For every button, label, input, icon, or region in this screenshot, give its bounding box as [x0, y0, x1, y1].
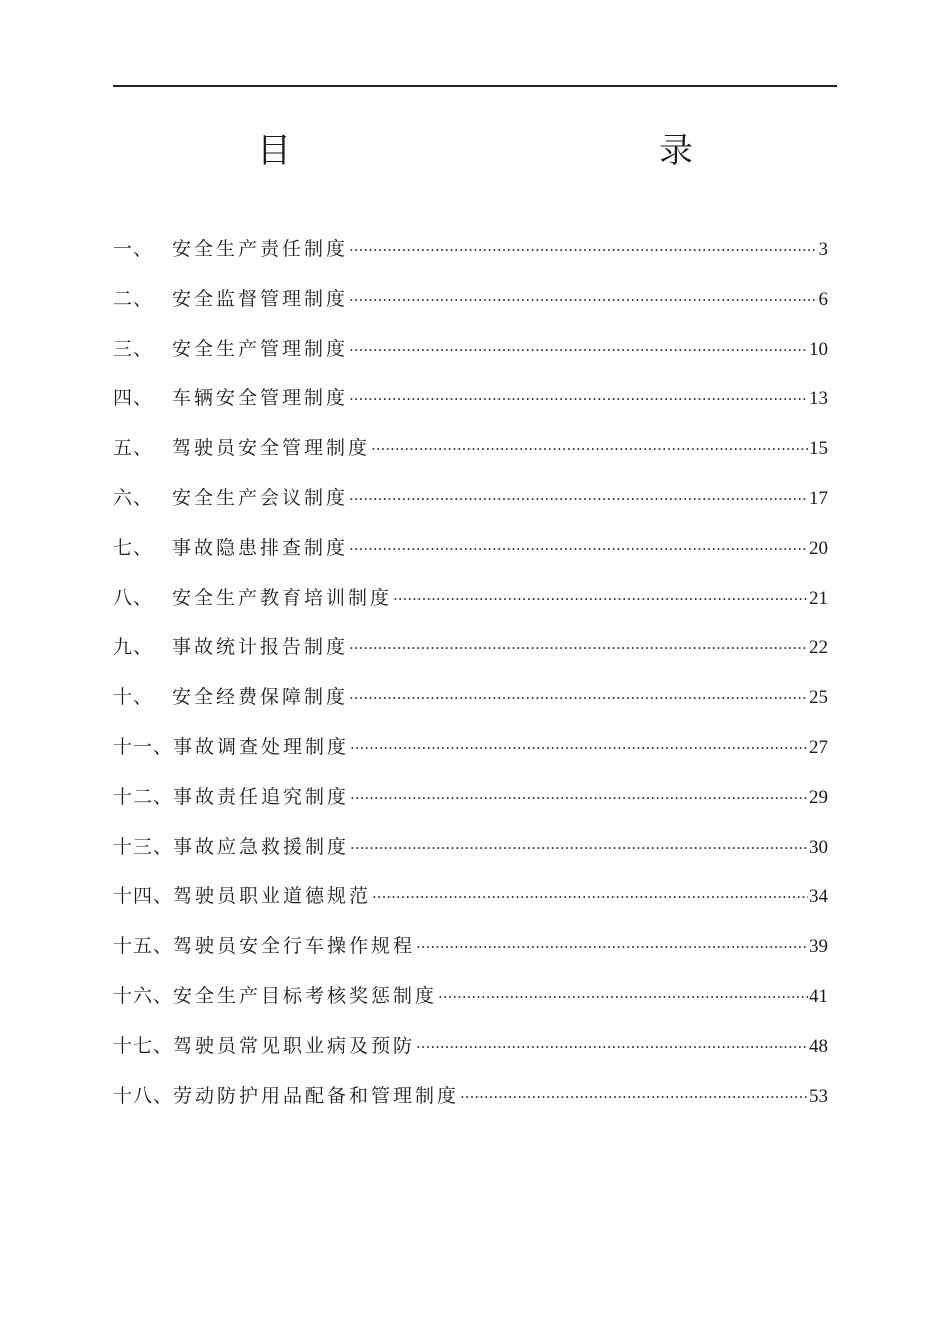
toc-entry-title: 事故调查处理制度 [173, 735, 350, 758]
toc-entry[interactable] [113, 878, 828, 928]
toc-entry-title: 事故应急救援制度 [173, 835, 350, 858]
toc-entry-title: 事故责任追究制度 [173, 785, 350, 808]
toc-entry-page: 22 [809, 637, 828, 659]
toc-entry-page: 13 [809, 388, 828, 410]
toc-entry-number: 一、 [113, 238, 154, 260]
toc-entry-page: 48 [809, 1035, 828, 1057]
toc-entry-number: 三、 [113, 337, 154, 360]
toc-entry-title: 安全监督管理制度 [172, 287, 349, 310]
toc-entry-title: 事故隐患排查制度 [172, 536, 349, 559]
toc-entry[interactable] [113, 231, 828, 281]
toc-entry[interactable] [113, 281, 828, 331]
toc-entry-title: 车辆安全管理制度 [172, 387, 349, 410]
toc-dot-leader [349, 531, 808, 567]
toc-entry-page: 41 [809, 985, 828, 1007]
toc-dot-leader [350, 830, 808, 866]
toc-entry-title: 驾驶员安全管理制度 [172, 437, 371, 460]
toc-entry-number: 七、 [113, 536, 154, 559]
toc-entry-title: 驾驶员安全行车操作规程 [173, 935, 416, 958]
toc-entry-number: 十、 [113, 686, 154, 709]
toc-dot-leader [349, 332, 808, 368]
toc-entry-page: 6 [818, 288, 828, 310]
toc-entry-title: 驾驶员常见职业病及预防 [173, 1034, 416, 1057]
header-rule [113, 85, 837, 87]
toc-entry-page: 3 [818, 239, 828, 260]
toc-entry[interactable] [113, 530, 828, 580]
toc-entry-page: 39 [809, 936, 828, 958]
toc-entry-number: 四、 [113, 387, 154, 410]
toc-entry[interactable] [113, 629, 828, 679]
toc-entry-number: 六、 [113, 486, 154, 509]
toc-list [113, 231, 828, 1127]
toc-entry-number: 十一、 [113, 735, 174, 758]
toc-entry-page: 25 [809, 687, 828, 709]
toc-entry-title: 安全生产目标考核奖惩制度 [173, 984, 438, 1007]
toc-dot-leader [350, 730, 808, 766]
toc-entry-title: 驾驶员职业道德规范 [173, 885, 372, 908]
toc-entry-title: 安全经费保障制度 [172, 686, 349, 709]
toc-entry-number: 二、 [113, 287, 154, 310]
toc-entry[interactable] [113, 829, 828, 879]
toc-entry[interactable] [113, 430, 828, 480]
toc-entry-number: 十四、 [113, 885, 174, 908]
toc-entry[interactable] [113, 480, 828, 530]
toc-dot-leader [349, 282, 817, 318]
toc-entry-title: 安全生产教育培训制度 [172, 586, 393, 609]
toc-dot-leader [349, 381, 808, 417]
toc-entry-page: 29 [809, 786, 828, 808]
toc-entry-page: 10 [809, 338, 828, 360]
toc-entry-number: 十三、 [113, 835, 174, 858]
toc-entry-title: 安全生产管理制度 [172, 337, 349, 360]
toc-entry[interactable] [113, 679, 828, 729]
toc-entry-page: 27 [809, 736, 828, 758]
toc-entry[interactable] [113, 380, 828, 430]
toc-entry-number: 十八、 [113, 1084, 174, 1107]
toc-dot-leader [416, 929, 808, 965]
toc-entry-title: 安全生产责任制度 [172, 238, 349, 260]
toc-entry-number: 九、 [113, 636, 154, 659]
toc-dot-leader [393, 581, 808, 617]
toc-entry-title: 事故统计报告制度 [172, 636, 349, 659]
toc-entry[interactable] [113, 928, 828, 978]
toc-dot-leader [371, 431, 808, 467]
toc-entry-page: 53 [809, 1085, 828, 1107]
toc-dot-leader [438, 979, 808, 1015]
page-title: 目 录 [257, 131, 793, 171]
toc-entry[interactable] [113, 1078, 828, 1128]
toc-dot-leader [350, 780, 808, 816]
toc-entry-number: 十二、 [113, 785, 174, 808]
toc-entry-page: 34 [809, 886, 828, 908]
toc-dot-leader [349, 630, 808, 666]
toc-dot-leader [349, 680, 808, 716]
toc-entry[interactable] [113, 729, 828, 779]
toc-dot-leader [460, 1079, 808, 1115]
toc-entry-page: 30 [809, 836, 828, 858]
toc-dot-leader [349, 232, 817, 268]
toc-dot-leader [372, 879, 808, 915]
toc-entry-page: 21 [809, 587, 828, 609]
toc-entry-number: 十五、 [113, 935, 174, 958]
toc-entry-number: 十六、 [113, 984, 174, 1007]
toc-entry[interactable] [113, 978, 828, 1028]
toc-entry-number: 十七、 [113, 1034, 174, 1057]
toc-entry[interactable] [113, 1028, 828, 1078]
toc-dot-leader [349, 481, 808, 517]
toc-entry[interactable] [113, 779, 828, 829]
toc-entry-page: 20 [809, 537, 828, 559]
toc-entry-number: 八、 [113, 586, 154, 609]
toc-entry-number: 五、 [113, 437, 154, 460]
toc-entry-page: 17 [809, 487, 828, 509]
toc-entry-page: 15 [809, 438, 828, 460]
toc-entry[interactable] [113, 331, 828, 381]
toc-dot-leader [416, 1029, 808, 1065]
toc-entry[interactable] [113, 580, 828, 630]
toc-entry-title: 劳动防护用品配备和管理制度 [173, 1084, 460, 1107]
toc-entry-title: 安全生产会议制度 [172, 486, 349, 509]
